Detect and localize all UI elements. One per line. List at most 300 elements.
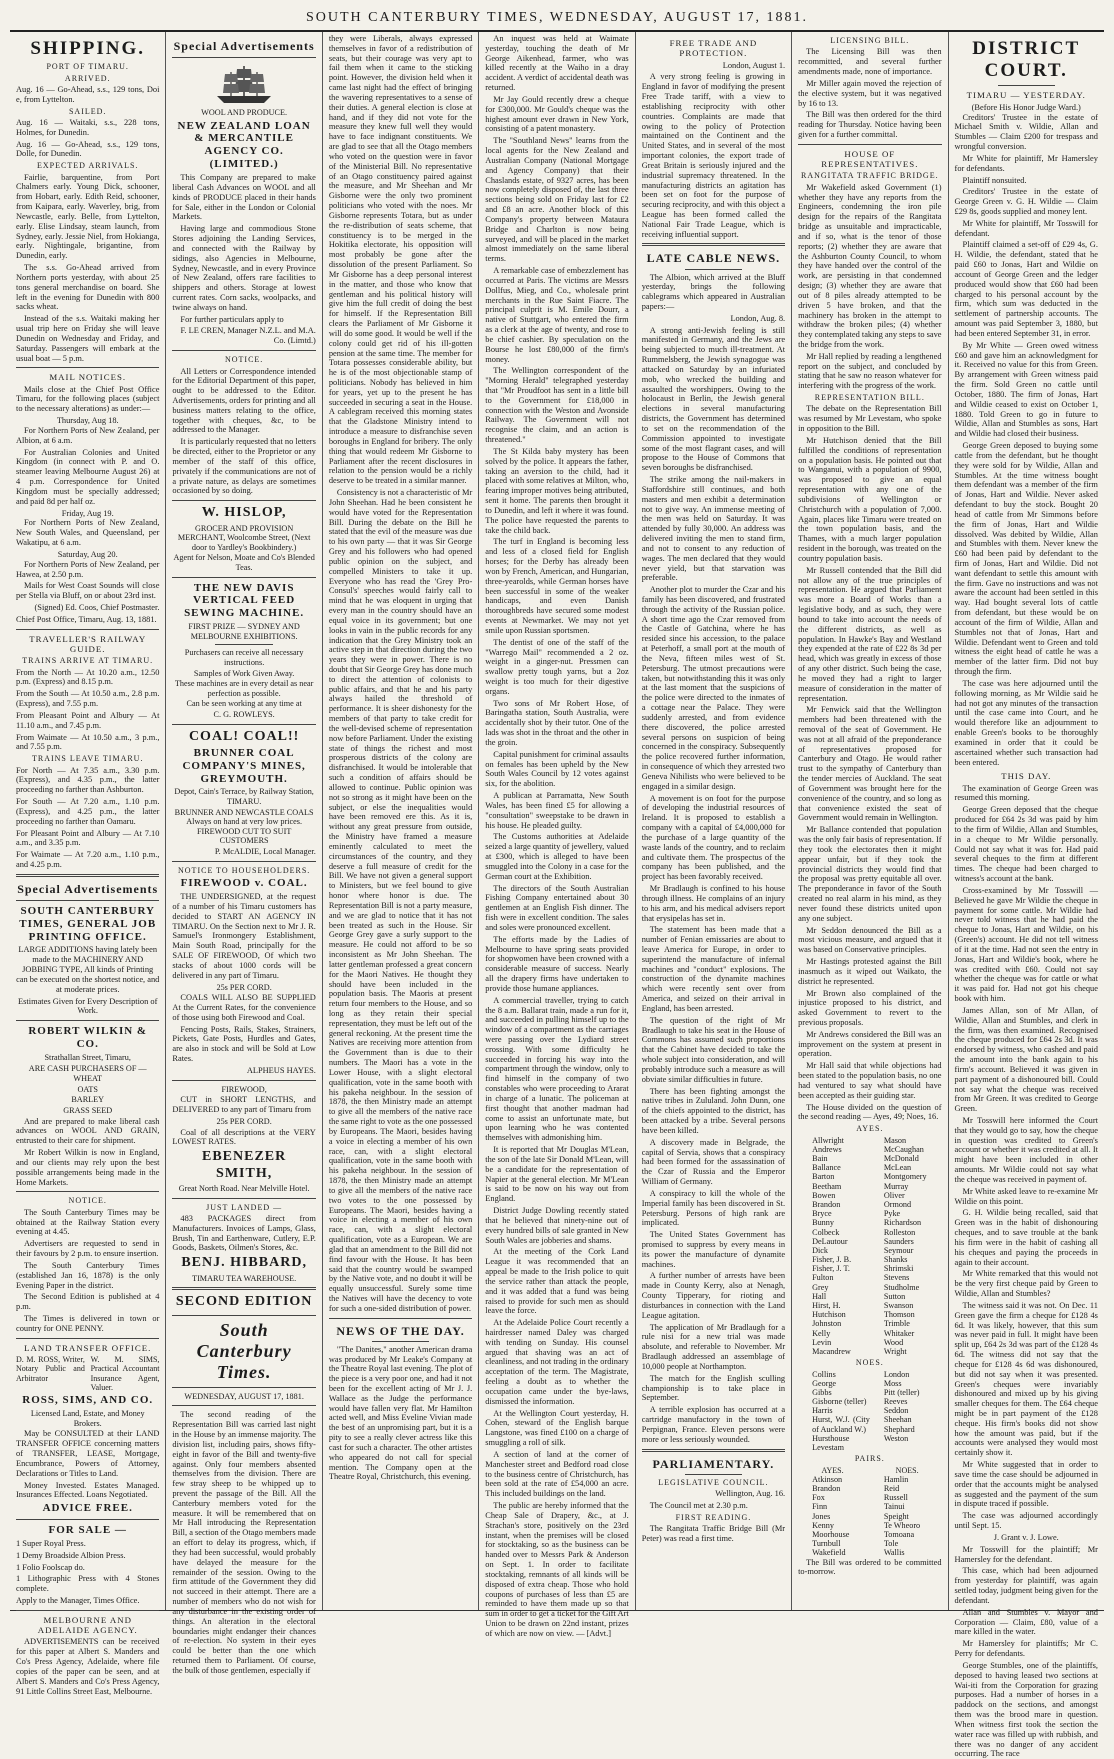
member-name: Tole: [883, 1539, 899, 1549]
bridge-text: Mr Wakefield asked Government (1) whether they have any reports from the Engineers, condemning the iron pile design for the repairs of the Rangitata bridge as unsuitable and impracticable, and if so, what is the tenor of those reports; (2) whether they are aware that the Ashburton County Council, to whom they have handed over the control of the work, are persisting in that condemned design; (3) whether they are aware that out of 8 piles already attempted to be driven 5 have broken, and that the machinery has broken in the attempt to withdraw the broken piles; (4) whether they contemplated taking any steps to save the bridge from the work.: [798, 182, 942, 349]
mail-office-date: Chief Post Office, Timaru, Aug. 13, 1881.: [16, 614, 157, 624]
member-name: Gisborne (teller): [812, 1397, 867, 1407]
cable-date: London, Aug. 8.: [730, 313, 786, 323]
mail-signature: (Signed) Ed. Coos, Chief Postmaster.: [34, 603, 160, 613]
for-sale-item: 1 Folio Foolscap do.: [16, 1562, 85, 1572]
member-name: Colbeck: [812, 1227, 840, 1237]
day-text: Allan and Stumbles v. Mayor and Corporation — Claim, £80, value of a mare killed in the water.: [954, 1607, 1098, 1637]
member-name: Moorhouse: [812, 1530, 850, 1540]
member-name: Tainui: [883, 1502, 905, 1512]
member-name: Fisher, J. B.: [812, 1255, 852, 1265]
news-text: "The Danites," another American drama was produced by Mr Leake's Company at the Theatre Royal last evening. The plot of the piece is a very poor one, and had it not been for the excellent acting of Mr J. J. Wallace as the Judge the performance would have fallen very flat. Mr Hamilton acted well, and Miss Eveline Vivian made the best of an unpromising part, but it is a pity to see a really clever actress like this cast for such a character. The other artistes who appeared do not call for special mention. The Company open at the Theatre Royal, Christchurch, this evening.: [328, 1344, 473, 1482]
ross-text: May be CONSULTED at their LAND TRANSFER OFFICE concerning matters of TRANSFER, LEASE, Mortgage, Encumbrance, Powers of Attorney, Declarations or Titles to Land.: [16, 1429, 160, 1478]
divider: [16, 629, 159, 630]
mail-date-line: Saturday, Aug 20.: [57, 549, 118, 559]
news-item: The Customs authorities at Adelaide seized a large quantity of jewellery, valued at £300, which is alleged to have been smuggled into the Colony in a case for the German court at the Exhibition.: [485, 832, 629, 881]
divider: [16, 1191, 159, 1192]
notice-heading: NOTICE.: [224, 355, 264, 365]
divider: [642, 243, 785, 246]
rail-item: From Pleasant Point and Albury — At 11.10 a.m., and 7.45 p.m.: [16, 710, 160, 730]
news-item: It is reported that Mr Douglas M'Lean, the son of the late Sir Donald M'Lean, will be a candidate for the representation of Napier at the general election. Mr M'Lean is said to be now on his way out from England.: [485, 1145, 629, 1204]
member-name: Mason: [883, 1135, 907, 1145]
member-name: Gibbs: [812, 1387, 832, 1397]
job-printing-estimates: Estimates Given for Every Description of Work.: [18, 996, 158, 1016]
cable-intro: The Albion, which arrived at the Bluff yesterday, brings the following cablegrams which appeared in Australian papers:—: [641, 272, 786, 311]
coal-heading: COAL! COAL!!: [188, 728, 300, 744]
cable-text: There has been fighting amongst the native tribes in Zululand. John Dunn, one of the chiefs appointed to the district, has been attacked by a tribe. Several persons have been killed.: [641, 1086, 786, 1135]
for-sale-item: 1 Lithographic Press with 4 Stones complete.: [16, 1574, 160, 1594]
divider: [172, 1405, 315, 1406]
cable-text: The strike among the nail-makers in Staffordshire still continues, and both masters and men exhibit a determination not to give way. An immense meeting of the men was held on Saturday. It was attended by fully 30,000. An address was delivered inviting the men to stand firm, and not to consent to any reduction of wages. The men declared that they would never yield, but that starvation was preferable.: [641, 475, 786, 583]
day-text: Cross-examined by Mr Tosswill — Believed he gave Mr Wildie the cheque in payment for some cattle. Mr Wildie had never told witness that he had paid the cheque to Jonas, Hart and Wildie, on his (Green's) account. He did not tell witness of it at the time. Had not seen the entry in Jonas, Hart and Wildie's book, where he was credited with £60. Could not say whether the cheque was for cattle or what it was paid for. Had not got his cheque book with him.: [954, 885, 1098, 1004]
firewood2-heading: FIREWOOD,: [221, 1084, 267, 1094]
member-name: Rolleston: [883, 1227, 916, 1237]
news-item: The Wellington correspondent of the "Morning Herald" telegraphed yesterday that "Mr Proudfoot has sent in a little bill to the Government for £18,000 in connection with the Weston and Avonside Railway. The Government will not recognise the claim, and an action is threatened.": [485, 366, 629, 445]
member-name: Finn: [812, 1502, 828, 1512]
member-name: Hurst, W.J. (City of Auckland W.): [812, 1415, 870, 1434]
representation-text: Mr Andrews considered the Bill was an improvement on the system at present in operation.: [798, 1029, 942, 1059]
cable-text: A strong anti-Jewish feeling is still manifested in Germany, and the Jews are being subjected to much ill-treatment. At Rummelsberg, the Jewish synagogue was attacked on Saturday by an infuriated mob, who wrecked the building and assaulted the worshippers. Owing to the holocaust in Berlin, the Jewish general elections in several manufacturing districts, the Government has determined to set on the recommendation of the Commission appointed to investigate some of the most flagrant cases, and will propose to the House of Commons that seven boroughs be disfranchised.: [641, 325, 786, 473]
member-name: Sheehan: [883, 1415, 912, 1425]
member-name: Ormond: [883, 1199, 912, 1209]
ayes-heading: AYES.: [856, 1124, 884, 1134]
rail-item: For North — At 7.35 a.m., 3.30 p.m. (Express), and 4.35 p.m., the latter proceeding no farther than Ashburton.: [16, 765, 160, 795]
divider: [998, 85, 1055, 86]
notice-text: Advertisers are requested to send in their favours by 2 p.m. to ensure insertion.: [16, 1239, 160, 1259]
ross-heading: ROSS, SIMS, AND CO.: [22, 1394, 154, 1407]
noes-list: [798, 1370, 941, 1453]
member-name: Brandon: [812, 1484, 841, 1494]
brunner-text: BRUNNER AND NEWCASTLE COALS Always on hand at very low prices. FIREWOOD CUT TO SUIT CUSTOMERS: [174, 807, 314, 846]
day-text: Mr Hamersley for plaintiffs; Mr C. Perry for defendants.: [954, 1639, 1098, 1659]
member-name: Grey: [812, 1282, 829, 1292]
nz-loan-text: For further particulars apply to: [180, 314, 284, 324]
news-item: At the Adelaide Police Court recently a hairdresser named Daley was charged with tending on Sunday. His counsel argued that shaving was an act of cleanliness, and not trading in the ordinary acceptation of the term. The Magistrate, feeling a doubt as to whether the occupation came under the bye-laws, dismissed the information.: [485, 1318, 629, 1406]
rail-item: From the South — At 10.50 a.m., 2.8 p.m. (Express), and 7.55 p.m.: [16, 689, 160, 709]
divider: [16, 1519, 159, 1520]
news-item: The dentist of one of the staff of the "Warrego Mail" recommended a 2 oz. weight in a ginger-nut. Pressmen can swallow pretty tough yarns, but a 2oz weight is too much for their digestive organs.: [485, 637, 629, 696]
davis-text: Purchasers can receive all necessary instructions.: [184, 648, 304, 667]
first-reading-heading: FIRST READING.: [675, 1512, 752, 1522]
firewood-price: 25s PER CORD.: [216, 982, 272, 992]
member-name: Reeves: [883, 1397, 908, 1407]
representation-heading: REPRESENTATION BILL.: [814, 393, 925, 403]
divider: [798, 144, 941, 145]
melbourne-heading: MELBOURNE AND ADELAIDE AGENCY.: [37, 1614, 138, 1636]
day-text: Mr Tosswill for the plaintiff; Mr Hamersley for the defendant.: [954, 1544, 1098, 1564]
pairs-right-list: [870, 1475, 942, 1558]
nz-loan-heading: NEW ZEALAND LOAN & MERCANTILE AGENCY CO. (LIMITED.): [177, 119, 311, 171]
member-name: Hutchison: [812, 1310, 846, 1320]
this-day-heading: THIS DAY.: [1001, 771, 1052, 782]
wilkin-item: WHEAT: [73, 1074, 103, 1084]
wilkin-item: GRASS SEED: [63, 1105, 113, 1115]
member-name: Collins: [812, 1369, 836, 1379]
news-item: The public are hereby informed that the Cheap Sale of Drapery, &c., at J. Strachan's store, positively on the 23rd instant, when the premises will be closed for stocktaking, so as the business can be handed over to Messrs Park & Anderson on Sept. 1. In order to facilitate stocktaking, remnants of all kinds will be disposed of extra cheap. Those who hold coupons of purchases of less than £5 are reminded to have them made up so that sum in order to get a ticket for the Gift Art Union to be drawn on 22nd instant, prizes of which are now on view. — [Advt.]: [485, 1501, 629, 1638]
member-name: Te Wheoro: [883, 1520, 921, 1530]
noes-heading: NOES.: [855, 1358, 884, 1368]
mail-intro: Mails close at the Chief Post Office Timaru, for the following places (subject to the necessary alterations) as under:—: [16, 384, 160, 414]
divider: [172, 861, 315, 862]
member-name: Whitaker: [883, 1328, 915, 1338]
rail-item: For South — At 7.20 a.m., 1.10 p.m. (Express), and 4.25 p.m., the latter proceeding no farther than Oamaru.: [16, 797, 160, 826]
divider: [685, 1474, 742, 1475]
member-name: Levin: [812, 1337, 832, 1347]
paper-title: South Canterbury Times.: [196, 1319, 292, 1382]
news-item: The efforts made by the Ladies of Melbourne to have spring seats provided for shopwomen have been crowned with a considerable measure of success. Nearly all the drapery firms have undertaken to provide those humane appliances.: [485, 934, 629, 993]
mail-item: For Northern Ports of New Zealand, New South Wales, and Queensland, per Wakatipu, at 6 a.m.: [16, 518, 160, 548]
for-sale-item: 1 Demy Broadside Albion Press.: [16, 1550, 126, 1560]
court-text: By Mr White — Green owed witness £60 and gave him an acknowledgment for it. Received no value for this from Green. By arrangement with Green witness paid the firm. Sold Green no cattle until October, 1880. The firm of Jonas, Hart and Wildie ceased to exist on October 1, 1880. Told Green to go in future to Wildie, Allan and Stumbles as sons, Hart and Wildie had closed their business.: [954, 340, 1098, 439]
member-name: Hall: [812, 1291, 827, 1301]
member-name: Thomson: [883, 1310, 915, 1320]
member-name: Shrimski: [883, 1264, 914, 1274]
licensing-text: The Licensing Bill was then recommitted, and several further amendments made, none of importance.: [798, 47, 942, 77]
news-item: At the Wellington Court yesterday, H. Cohen, steward of the English barque Langstone, was fined £100 on a charge of smuggling a roll of silk.: [485, 1408, 629, 1448]
brunner-signature: P. McALDIE, Local Manager.: [214, 847, 316, 857]
member-name: Richardson: [883, 1218, 922, 1228]
news-item: A commercial traveller, trying to catch the 8 a.m. Ballarat train, made a run for it, and succeeded in pulling himself up to the window of a compartment as the carriages were passing over the Lydiard street crossing. With some difficulty he succeeded in forcing his way into the compartment through the window, only to find himself in the company of two constables who were proceeding to Ararat in charge of a lunatic. The policeman at first thought that another madman had come to assist an unfortunate mate, but upon learning who he was contented themselves with admonishing him.: [485, 995, 629, 1143]
divider: [16, 1338, 159, 1339]
member-name: Reid: [883, 1484, 900, 1494]
news-item: Capital punishment for criminal assaults on females has been upheld by the New South Wales Council by 12 votes against six, for the abolition.: [485, 749, 629, 789]
hibbard-sub: TIMARU TEA WAREHOUSE.: [192, 1273, 297, 1283]
column-3: [323, 32, 479, 1610]
member-name: Ballance: [812, 1163, 841, 1173]
court-text: Plaintiff nonsuited.: [962, 175, 1027, 185]
court-text: The case was here adjourned until the following morning, as Mr Wildie said he had not got any minutes of the transaction until the case came into Court, and he would therefore like an adjournment to enable Green's books to be thoroughly examined in order that it could be ascertained whether such transaction had been entered.: [954, 678, 1098, 767]
davis-text: These machines are in every detail as near perfection as possible.: [174, 679, 314, 698]
licensing-text: Mr Miller again moved the rejection of the elective system, but it was negatived by 16 to 13.: [798, 78, 942, 108]
column-1: [10, 32, 166, 1696]
paper-date: WEDNESDAY, AUGUST 17, 1881.: [184, 1391, 304, 1401]
pairs-left-list: [798, 1475, 870, 1558]
divider: [172, 57, 315, 58]
court-text: Creditors' Trustee in the estate of George Green v. G. H. Wildie — Claim £29 8s, goods supplied and money lent.: [954, 187, 1098, 216]
divider: [16, 900, 159, 901]
day-text: George Green deposed that the cheque produced for £64 2s 3d was paid by him to the firm of Wildie, Allan and Stumbles, in a cheque to Mr Wildie personally. Could not say what it was for. Had paid several cheques to the firm at different times. The cheque had been charged to witness's account at the bank.: [954, 805, 1098, 884]
court-text: Mr White for plaintiff, Mr Hamersley for defendants.: [954, 153, 1098, 173]
shipping-paragraph: Instead of the s.s. Waitaki making her usual trip here on Friday she will leave Dunedin on Wednesday and Friday, and Saturday. Passengers will embark at the usual boat — 5 p.m.: [16, 314, 160, 363]
nz-loan-signature: F. LE CREN, Manager N.Z.L. and M.A. Co. (Limtd.): [180, 326, 316, 346]
representation-text: Mr Hall said that while objections had been stated to the population basis, no one had ventured to say what should have been accepted as their guiding star.: [798, 1061, 942, 1100]
member-name: Macandrew: [812, 1346, 851, 1356]
mail-item: For Australian Colonies and United Kingdom (in connect with P. and O. steamer leaving Melbourne August 26) at 4 p.m. Correspondence for United Kingdom must be specially addressed; and paid 8d per half oz.: [16, 447, 160, 506]
notice-heading: NOTICE.: [68, 1196, 107, 1206]
ross-sub: Licensed Land, Estate, and Money Brokers.: [30, 1409, 145, 1428]
expected-text: Fairlie, barquentine, from Port Chalmers early. Young Dick, schooner, from Hobart, early. Edith Reid, schooner, from Kaipara, early. Waverley, brig, from Newcastle, early. Belle, from Lyttelton, early. Elise Lindsay, steam launch, from Sydney, early. Jessie Niel, from Hokianga, early. Nightingale, brigantine, from Dunedin, early.: [16, 172, 160, 261]
member-name: Pyke: [883, 1209, 901, 1219]
notice-text: The South Canterbury Times (established Jan 16, 1878) is the only Evening Paper in the district.: [16, 1260, 160, 1290]
news-item: A remarkable case of embezzlement has occurred at Paris. The victims are Messrs Dollfus, Mieg, and Co., wholesale print merchants in the Rue Saint Fiacre. The principal culprit is M. Emile Dourr, a native of Stuttgart, who entered the firm as a clerk at the age of twenty, and rose to be chief cashier. By speculation on the Bourse he lost £80,000 of the firm's money.: [485, 266, 629, 364]
cable-text: A terrible explosion has occurred at a cartridge manufactory in the town of Perpignan, France. Eleven persons were more or less seriously wounded.: [641, 1405, 786, 1444]
licensing-text: The Bill was then ordered for the third reading for Thursday. Notice having been given for a further committal.: [798, 110, 942, 139]
cable-text: Mr Bradlaugh is confined to his house through illness. He complains of an injury to his arm, and his medical advisers report that erysipelas has set in.: [641, 884, 786, 923]
davis-samples: Samples of Work Given Away.: [193, 668, 295, 678]
cable-text: The statement has been made that a number of Fenian emissaries are about to leave America for Europe, in order to superintend the manufacture of infernal machines and "conduct" explosions. The construction of the dynamite machines which were recently sent over from America, and seized on their arrival in England, has been arrested.: [641, 925, 786, 1013]
wilkin-item: BARLEY: [71, 1095, 105, 1105]
member-name: Wood: [883, 1337, 904, 1347]
bridge-text: Mr Hall replied by reading a lengthened report on the subject, and concluded by stating that he saw no reason whatever for interfering with the progress of the work.: [798, 351, 942, 391]
member-name: Oliver: [883, 1190, 905, 1200]
bridge-heading: RANGITATA TRAFFIC BRIDGE.: [801, 171, 939, 181]
davis-seen: Can be seen working at any time at: [186, 699, 302, 709]
member-name: Montgomery: [883, 1172, 927, 1182]
special-ads-heading: Special Advertisements: [17, 881, 159, 896]
mail-item: For Northern Ports of New Zealand, per Albion, at 6 a.m.: [16, 425, 160, 445]
divider: [329, 1318, 472, 1319]
divider: [215, 644, 272, 645]
wilkin-heading: ROBERT WILKIN & CO.: [28, 1025, 148, 1051]
news-item: An inquest was held at Waimate yesterday, touching the death of Mr George Aikenhead, farmer, who was killed recently at the Waiho in a dray accident. A verdict of accidental death was returned.: [485, 34, 629, 93]
divider: [172, 577, 315, 578]
column-5: [636, 32, 792, 1610]
news-item: A publican at Parramatta, New South Wales, has been fined £5 for allowing a "consultation" sweepstake to be drawn in his house. He pleaded guilty.: [485, 791, 629, 830]
shipping-paragraph: The s.s. Go-Ahead arrived from Northern ports yesterday, with about 25 tons general merchandise on board. She left in the evening for Dunedin with 800 sacks wheat.: [16, 263, 160, 312]
wool-heading: WOOL AND PRODUCE.: [201, 108, 288, 118]
news-item: The turf in England is becoming less and less of a closed field for English horses; for the Derby has already been won by French, American, and Hungarian, three-yearolds, while German horses have been successful in some of the weaker handicaps, and even Danish thoroughbreds have secured some modest events at Newmarket. We may not yet smile upon Russian sportsmen.: [485, 537, 629, 635]
rail-leave-heading: TRAINS LEAVE TIMARU.: [31, 754, 144, 764]
member-name: Turnbull: [812, 1539, 841, 1549]
cable-text: Another plot to murder the Czar and his family has been discovered, and frustrated through the activity of the Russian police. A short time ago the Czar removed from the Castle of Gatchina, where he has resided since his accession, to the palace at Peterhoff, a small port at the mouth of the Neva, fifteen miles west of St. Petersburg. The utmost precautions were taken, but notwithstanding this it was only at the last moment that the suspicions of the police were directed to the inmates of a cottage near the Palace. They were suddenly arrested, and from evidence there discovered, the police arrested several persons on suspicion of being concerned in the conspiracy. Subsequently the police recovered further information, in consequence of which they arrested two Geneva Nihilists who were believed to be engaged in a similar design.: [641, 585, 786, 791]
news-item: The "Southland News" learns from the local agents for the New Zealand and Australian Company (National Mortgage and Agency Company) that their Chaslands estate, of 9327 acres, has been now completely disposed of, the last three sections being sold on Friday last for £2 and £8 an acre. Another block of this Company's property between Mataura Bridge and Charlton is now being surveyed, and will be placed in the market almost immediately on the same liberal terms.: [485, 136, 629, 264]
licensing-heading: LICENSING BILL.: [830, 36, 910, 45]
firewood-heading: FIREWOOD v. COAL.: [180, 877, 308, 890]
advice-free: ADVICE FREE.: [42, 1502, 133, 1515]
leg-council-heading: LEGISLATIVE COUNCIL.: [658, 1477, 769, 1487]
day-text: Mr White asked leave to re-examine Mr Wildie on this point.: [954, 1186, 1098, 1206]
cable-heading: LATE CABLE NEWS.: [646, 251, 781, 266]
brunner-heading: BRUNNER COAL COMPANY'S MINES, GREYMOUTH.: [182, 746, 306, 785]
cable-text: A further number of arrests have been made in County Kerry, also at Nenagh, County Tipperary, for rioting and disturbances in connection with the Land League agitation.: [641, 1271, 786, 1320]
member-name: Saunders: [883, 1236, 914, 1246]
firewood-coals: COALS WILL ALSO BE SUPPLIED At the Current Rates, for the convenience of those using both Firewood and Coal.: [172, 993, 316, 1022]
member-name: Fulton: [812, 1273, 834, 1283]
notice-text: It is particularly requested that no letters be directed, either to the Proprietor or any member of the staff of this office, privately if the communications are not of a private nature, as delays are sometimes occasioned by so doing.: [172, 437, 316, 496]
masthead: SOUTH CANTERBURY TIMES, WEDNESDAY, AUGUST 17, 1881.: [10, 8, 1104, 32]
day-text: The examination of George Green was resumed this morning.: [954, 783, 1098, 803]
member-name: Wright: [883, 1346, 907, 1356]
member-name: Trimble: [883, 1319, 910, 1329]
news-item: At the meeting of the Cork Land League it was recommended that an appeal be made to the Irish police to quit the service rather than attack the people, and it was added that a fund was being raised to provide for such men as should leave the force.: [485, 1247, 629, 1316]
member-name: Bunny: [812, 1218, 834, 1228]
member-name: Levestam: [812, 1443, 844, 1452]
member-name: McCaughan: [883, 1144, 924, 1154]
for-sale-item: 1 Super Royal Press.: [16, 1538, 86, 1548]
mail-item: For Northern Ports of New Zealand, per Hawea, at 2.50 p.m.: [16, 559, 160, 579]
representation-text: The debate on the Representation Bill was resumed by Mr Levestam, who spoke in opposition to the Bill.: [798, 404, 942, 434]
member-name: Hirst, H.: [812, 1301, 841, 1311]
land-right: W. M. SIMS, Practical Accountant Insurance Agent, Valuer.: [90, 1354, 160, 1393]
member-name: Seymour: [883, 1245, 914, 1255]
column-4: [479, 32, 635, 1638]
member-name: Speight: [883, 1511, 909, 1521]
divider: [642, 1449, 785, 1452]
news-item: Two sons of Mr Robert Hose, of Baringatha station, South Australia, were accidentally shot by their tutor. One of the lads was shot in the throat and the other in the groin.: [485, 698, 629, 747]
member-name: Atkinson: [812, 1474, 843, 1484]
divider: [172, 1387, 315, 1388]
member-name: Kenny: [812, 1520, 834, 1530]
news-item: Mr Jay Gould recently drew a cheque for £300,000. Mr Gould's cheque was the highest amount ever drawn in New York, consisting of a patent monastery.: [485, 94, 629, 134]
representation-text: Mr Fenwick said that the Wellington members had been threatened with the removal of the seat of Government. He was not at all afraid of the preponderance of representatives proposed for Canterbury and Otago. He would rather trust to the sympathy of Canterbury than the tender mercies of Auckland. The seat of Government was brought here for the convenience of the country, and so long as that convenience existed the seat of Government would remain in Wellington.: [798, 705, 942, 823]
port-heading: PORT OF TIMARU.: [46, 62, 129, 72]
member-name: Bowen: [812, 1190, 836, 1200]
householders-heading: NOTICE TO HOUSEHOLDERS.: [178, 865, 311, 875]
column-6: [792, 32, 948, 1610]
representation-text: Mr Hastings protested against the Bill inasmuch as it wiped out Waikato, the district he represented.: [798, 957, 942, 986]
day-text: George Stumbles, one of the plaintiffs, deposed to having leased two sections at Wai-iti from the Corporation for grazing purposes. Had a number of horses in a paddock on the sections, and amongst them was the brood mare in question. When witness first took the section the water race was filled up with rubbish, and there was no danger of any accident occurring. The race: [954, 1660, 1098, 1759]
representation-text: Mr Ballance contended that population was the only fair basis of representation. If they took the electorates then it might appear unfair, but if they took the provincial districts they would find that the proposal was pretty equitable all over. The preponderance in favor of the South created no real alarm in his mind, as they never found these districts united upon any one subject.: [798, 825, 942, 923]
rail-heading: TRAVELLER'S RAILWAY GUIDE.: [29, 633, 147, 654]
parliamentary-heading: PARLIAMENTARY.: [652, 1456, 775, 1471]
notice-text: The Second Edition is published at 4 p.m.: [16, 1292, 160, 1312]
divider: [172, 500, 315, 501]
divider: [172, 1287, 315, 1290]
notice-text: All Letters or Correspondence intended for the Editorial Department of this paper, ought to be addressed to the Editor. Advertisements, orders for printing and all business matters relating to the office, together with cheques, &c, to be addressed to the Manager.: [172, 366, 316, 435]
pairs-list: [798, 1475, 941, 1558]
noes-left-list: [798, 1370, 870, 1453]
notice-text: The South Canterbury Times may be obtained at the Railway Station every evening at 4.45.: [16, 1207, 160, 1237]
member-name: Sutton: [883, 1291, 906, 1301]
landed-heading: JUST LANDED —: [206, 1202, 283, 1212]
court-judge: (Before His Honor Judge Ward.): [971, 102, 1081, 112]
member-name: Hamlin: [883, 1474, 909, 1484]
ross-text: Money Invested. Estates Managed. Insurances Effected. Loans Negotiated.: [16, 1480, 160, 1500]
notice-text: The Times is delivered in town or country for ONE PENNY.: [16, 1314, 160, 1333]
divider: [172, 724, 315, 725]
member-name: Bryce: [812, 1209, 832, 1219]
member-name: McLean: [883, 1163, 912, 1173]
divider: [172, 1315, 315, 1316]
cable-text: The match for the English sculling championship is to take place in September.: [641, 1373, 786, 1403]
final-text: The Bill was ordered to be committed to-morrow.: [798, 1557, 942, 1577]
day-case-title: J. Grant v. J. Lowe.: [993, 1532, 1059, 1542]
member-name: Jones: [812, 1511, 831, 1521]
wilkin-item: OATS: [77, 1084, 98, 1094]
firewood-text: THE UNDERSIGNED, at the request of a number of his Timaru customers has decided to START AN AGENCY IN TIMARU. On the Section next to Mr J. R. Samuel's Ironmongery Establishment, Main South Road, principally for the SALE OF FIREWOOD, Of which two stacks of about 1000 cords will be delivered in any part of Timaru.: [172, 892, 316, 980]
district-court-heading: DISTRICT COURT.: [972, 38, 1081, 82]
cable-text: The application of Mr Bradlaugh for a rule nisi for a new trial was made absolute, and referable to November. Mr Bradlaugh addressed an assemblage of 10,000 people at Northampton.: [641, 1322, 786, 1371]
pairs-labels: [798, 1466, 941, 1475]
pairs-heading: PAIRS.: [854, 1454, 885, 1464]
davis-heading: THE NEW DAVIS VERTICAL FEED SEWING MACHINE.: [184, 581, 305, 620]
job-printing-text: LARGE ADDITIONS having lately been made to the MACHINERY AND JOBBING TYPE, All kinds of Printing can be executed on the shortest notice, and at moderate prices.: [16, 945, 160, 994]
column-2: [166, 32, 322, 1675]
sailed-item: Aug. 16 — Go-Ahead, s.s., 129 tons, Dolle, for Dunedin.: [16, 139, 160, 159]
news-item: District Judge Dowling recently stated that he believed that ninety-nine out of every hundred bills of sale granted in New South Wales are jobberies and shams.: [485, 1206, 629, 1245]
landed-text: 483 PACKAGES direct from Manufacturers. Invoices of Lamps, Glass, Brush, Tin and Earthenware, Cutlery, E.P. Goods, Baskets, Oilmen's Stores, &c.: [172, 1213, 316, 1253]
divider: [16, 1610, 159, 1611]
nz-loan-text: This Company are prepared to make liberal Cash Advances on WOOL and all kinds of PRODUCE placed in their hands for Sale, either in the London or Colonial Markets.: [172, 173, 316, 222]
ayes-list: [798, 1136, 941, 1357]
court-text: George Green deposed to buying some cattle from the defendant, but he thought they were sold for by Wildie, Allan and Stumbles. At the time witness bought them defendant was a member of the firm of Jonas, Hart and Wildie. Never asked defendant to buy the stock. Bought 20 head of cattle from Mr Simmons before the firm of Jonas, Hart and Wildie dissolved. Was debited by Wildie, Allan and Stumbles with them. Never knew the £60 had been paid by defendant to the firm of Jonas, Hart and Wildie. Did not want defendant to settle this amount with the firm. Gave no instructions and was not aware the account had been settled in this way. Had bought several lots of cattle from defendant, but these would be on account of the firm of Wildie, Allan and Stumbles not that of Jonas, Hart and Wildie. Defendant went to Green and told witness the eight head of cattle he was a member of the latter firm. Did not buy through the firm.: [954, 441, 1098, 677]
firewood2-coal: Coal of all descriptions at the VERY LOWEST RATES.: [172, 1127, 316, 1147]
member-name: Brandon: [812, 1199, 841, 1209]
divider: [685, 269, 742, 270]
firewood-signature: ALPHEUS HAYES.: [246, 1065, 316, 1075]
arrived-item: Aug. 16 — Go-Ahead, s.s., 129 tons, Doi e, from Lyttelton.: [16, 84, 160, 104]
member-name: Kelly: [812, 1328, 831, 1338]
arrived-heading: ARRIVED.: [64, 73, 111, 83]
member-name: Studholme: [883, 1282, 920, 1292]
member-name: Moss: [883, 1378, 902, 1388]
mail-item: Mails for West Coast Sounds will close per Stella via Bluff, on or about 23rd inst.: [16, 581, 160, 601]
firewood2-text: CUT in SHORT LENGTHS, and DELIVERED to any part of Timaru from: [172, 1095, 316, 1115]
court-text: Mr White for plaintiff, Mr Tosswill for defendant.: [954, 218, 1098, 238]
cable-text: The United States Government has promised to suppress by every means in its power the manufacture of dynamite machines.: [641, 1230, 786, 1269]
free-trade-text: A very strong feeling is growing in England in favor of modifying the present Free Trade tariff, with a view to establishing reciprocity with other countries. Complaints are made that owing to the policy of Protection maintained on the Continent and the United States, and in several of the most important colonies, the export trade of Great Britain is seriously injured and the industrial supremacy threatened. In the manufacturing districts an agitation has been set on foot for the purpose of securing reciprocity, and with this object a League has been formed called the National Fair Trade League, which is receiving influential support.: [641, 72, 786, 239]
news-heading: NEWS OF THE DAY.: [336, 1323, 465, 1338]
cable-text: The question of the right of Mr Bradlaugh to take his seat in the House of Commons has assumed such proportions that the Cabinet have decided to take the whole subject into consideration, and will probably introduce such a measure as will obviate similar difficulties in future.: [641, 1015, 786, 1084]
rail-arrive-heading: TRAINS ARRIVE AT TIMARU.: [22, 656, 154, 666]
hislop-sub: GROCER AND PROVISION MERCHANT, Woolcombe Street, (Next door to Yardley's Bookbindery.): [177, 523, 311, 552]
wilkin-are: ARE CASH PURCHASERS OF —: [28, 1063, 147, 1073]
member-name: Weston: [883, 1433, 909, 1443]
member-name: Hursthouse: [812, 1433, 850, 1443]
court-subheading: TIMARU — YESTERDAY.: [966, 90, 1086, 101]
day-text: The case was adjourned accordingly until Sept. 15.: [954, 1511, 1098, 1531]
nz-loan-text: Having large and commodious Stone Stores adjoining the Landing Services, and connected with the Railway by sidings, also Agencies in Melbourne, Sydney, Newcastle, and in every Province of New Zealand, offers rare facilities to shippers and others. Storage at lowest current rates. Corn sacks, woolpacks, and twine always on hand.: [172, 224, 316, 312]
member-name: Wakefield: [812, 1548, 846, 1558]
representation-text: Mr Brown also complained of the injustice proposed to his district, and asked Government to revert to the previous proposals.: [798, 988, 942, 1027]
divider: [172, 350, 315, 351]
pairs-ayes-label: AYES.: [821, 1465, 844, 1475]
rail-item: From the North — At 10.20 a.m., 12.50 p.m. (Express) and 8.15 p.m.: [16, 667, 160, 687]
sailed-item: Aug. 16 — Waitaki, s.s., 228 tons, Holmes, for Dunedin.: [16, 117, 160, 137]
firewood2-price: 25s PER CORD.: [216, 1117, 272, 1127]
divider: [16, 874, 159, 877]
cable-text: A discovery made in Belgrade, the capital of Servia, shows that a conspiracy had been formed for the assassination of the Czar of Russia and the Emperor William of Germany.: [641, 1137, 786, 1187]
member-name: Seddon: [883, 1406, 909, 1416]
news-item: The St Kilda baby mystery has been solved by the police. It appears the father, taking an aversion to the child, had it placed with some relatives at Milton, who, fearing improper motives being attributed, sent it home. The parents then brought it to Dunedin, and left it where it was found. The police have requested the parents to take the child back.: [485, 446, 629, 535]
wilkin-address: Strathallan Street, Timaru,: [44, 1053, 131, 1062]
free-trade-heading: FREE TRADE AND PROTECTION.: [669, 38, 758, 59]
day-text: The witness said it was not. On Dec. 11 Green gave the firm a cheque for £128 4s 6d. It was likely, however, that this sum was never paid in full. It might have been split up, £64 2s 3d was part of the £128 4s 6d. The witness did not say that the cheque for £128 4s 6d was dishonoured, but did not say when it was presented. Green's cheques were invariably dishonoured and mixed up by his giving smaller cheques for them. The £64 cheque might be in part payment of the £128 cheque. His firm's books did not show how the amount was paid, but if the accounts were analysed they would most certainly show it.: [954, 1300, 1098, 1458]
divider: [16, 1020, 159, 1021]
for-sale-heading: FOR SALE —: [48, 1524, 127, 1537]
member-name: Stevens: [883, 1273, 910, 1283]
melbourne-text: ADVERTISEMENTS can be received for this paper at Albert S. Manders and Co's Press Agency, Adelaide, where file copies of the paper can be seen, and at Albert S. Manders and Co's Press Agency, 91 Little Collins Street East, Melbourne.: [16, 1637, 160, 1696]
noes-right-list: [870, 1370, 942, 1453]
firewood-fencing: Fencing Posts, Rails, Stakes, Strainers, Pickets, Gate Posts, Hurdles and Gates, are also in stock and will be Sold at Low Rates.: [172, 1024, 316, 1064]
representation-text: Mr Seddon denounced the Bill as a most vicious measure, and argued that it was based on Conservative principles.: [798, 925, 942, 955]
member-name: Swanson: [883, 1301, 914, 1311]
member-name: Bain: [812, 1154, 828, 1164]
ayes-right-list: [870, 1136, 942, 1357]
member-name: Dick: [812, 1245, 829, 1255]
mail-heading: MAIL NOTICES.: [49, 372, 127, 383]
member-name: Tomoana: [883, 1530, 915, 1540]
expected-heading: EXPECTED ARRIVALS.: [37, 161, 139, 171]
representation-text: Mr Hutchison denied that the Bill fulfilled the conditions of representation on a population basis. He pointed out that to Wanganui, with a population of 9900, was proposed to give an equal representation with any one of the subdivisions of Wellington or Christchurch with a population of 7,000. Again, places like Timaru were treated on the town population basis, and the Thames, with a much larger population resident in the borough, was treated on the country population basis.: [798, 435, 942, 563]
hibbard-heading: BENJ. HIBBARD,: [181, 1255, 307, 1271]
davis-name: C. G. ROWLEYS.: [213, 709, 275, 719]
second-edition-heading: SECOND EDITION: [175, 1294, 313, 1310]
representation-text: The House divided on the question of the second reading — Ayes, 49; Noes, 16.: [798, 1102, 942, 1122]
member-name: Allwright: [812, 1135, 844, 1145]
divider: [372, 1341, 429, 1342]
job-printing-heading: SOUTH CANTERBURY TIMES, GENERAL JOB PRINTING OFFICE.: [19, 904, 157, 943]
divider: [172, 1198, 315, 1199]
shipping-heading: SHIPPING.: [30, 38, 146, 59]
leg-text: The Council met at 2.30 p.m.: [649, 1500, 748, 1510]
member-name: Fox: [812, 1493, 825, 1503]
news-item: The directors of the South Australian Fishing Company entertained about 30 gentlemen at an English Fish dinner. The fish were in excellent condition. The sales and soles were pronounced excellent.: [485, 883, 629, 932]
member-name: McDonald: [883, 1154, 919, 1164]
rail-item: From Waimate — At 10.50 a.m., 3 p.m., and 7.55 p.m.: [16, 732, 160, 752]
hislop-agent: Agent for Nelson, Moate and Co's Blended Teas.: [173, 553, 315, 573]
member-name: Murray: [883, 1181, 909, 1191]
